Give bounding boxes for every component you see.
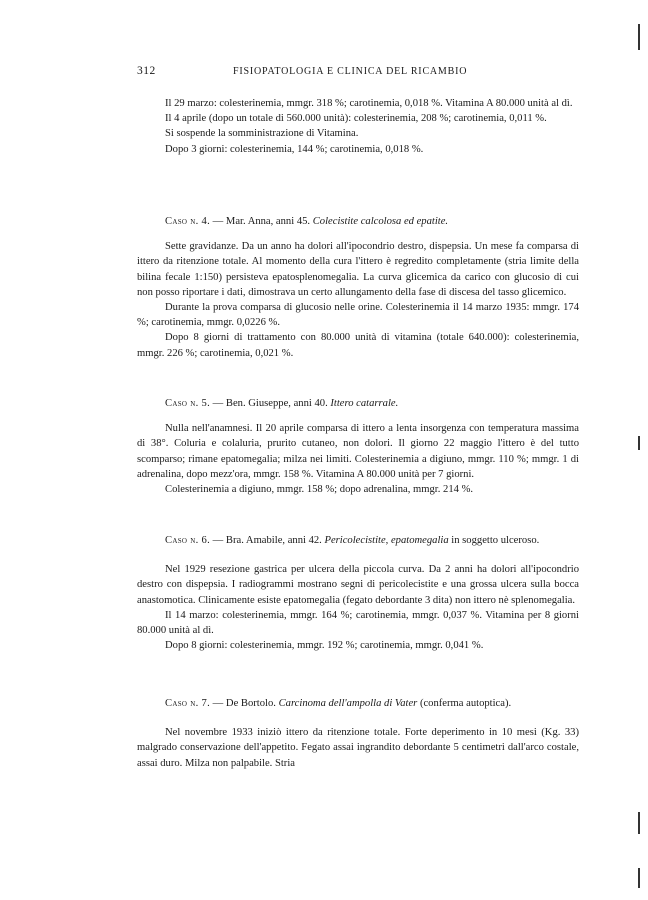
- case-label: Caso n. 4.: [165, 216, 211, 227]
- case-heading: [137, 396, 579, 411]
- paragraph: Nel novembre 1933 iniziò ittero da ritenzione totale. Forte deperimento in 10 mesi (Kg. 33) malgrado conservazione dell'appetito. Fegato assai ingrandito debordante 5 centimetri dall'arco costale, assai duro. Milza non palpabile. Stria: [137, 727, 579, 769]
- case-patient: — Bra. Amabile, anni 42.: [212, 535, 322, 546]
- scan-edge-mark: [638, 812, 640, 834]
- case-7-section: [137, 696, 579, 771]
- paragraph: Dopo 3 giorni: colesterinemia, 144 %; carotinemia, 0,018 %.: [165, 143, 424, 155]
- case-heading: [137, 696, 579, 711]
- case-heading: [137, 533, 579, 548]
- case-4-section: [137, 214, 579, 361]
- paragraph: Sette gravidanze. Da un anno ha dolori all'ipocondrio destro, dispepsia. Un mese fa comparsa di ittero da ritenzione totale. Al momento della cura l'ittero è regredito completamente (stria limite della bilina fecale 1:150) persisteva epatosplenomegalia. La curva glicemica da carico con glucosio di cui non posso riportare i dati, dimostrava un certo allungamento della fase di discesa del tasso glicemico.: [137, 241, 579, 298]
- case-diagnosis-tail: in soggetto ulceroso.: [451, 535, 540, 546]
- case-heading: [137, 214, 579, 229]
- case-label: Caso n. 7.: [165, 698, 211, 709]
- running-title: FISIOPATOLOGIA E CLINICA DEL RICAMBIO: [233, 66, 468, 77]
- top-section: [137, 96, 579, 157]
- scan-edge-mark: [638, 436, 640, 450]
- case-diagnosis: Pericolecistite, epatomegalia: [324, 535, 449, 546]
- paragraph: Dopo 8 giorni di trattamento con 80.000 unità di vitamina (totale 640.000): colesterinemia, mmgr. 226 %; carotinemia, 0,021 %.: [137, 332, 579, 359]
- scan-edge-mark: [638, 24, 640, 50]
- case-patient: — De Bortolo.: [212, 698, 276, 709]
- case-diagnosis: Carcinoma dell'ampolla di Vater: [278, 698, 418, 709]
- case-patient: — Mar. Anna, anni 45.: [212, 216, 311, 227]
- paragraph: Il 14 marzo: colesterinemia, mmgr. 164 %; carotinemia, mmgr. 0,037 %. Vitamina per 8 giorni 80.000 unità al dì.: [137, 609, 579, 637]
- case-diagnosis: Colecistite calcolosa ed epatite.: [312, 216, 449, 227]
- paragraph: Si sospende la somministrazione di Vitamina.: [165, 128, 359, 140]
- paragraph: Durante la prova comparsa di glucosio nelle orine. Colesterinemia il 14 marzo 1935: mmgr. 174 %; carotinemia, mmgr. 0,0226 %.: [137, 302, 579, 329]
- paragraph: Il 4 aprile (dopo un totale di 560.000 unità): colesterinemia, 208 %; carotinemia, 0,011 %.: [165, 113, 547, 125]
- scan-edge-mark: [638, 868, 640, 888]
- paragraph: Nulla nell'anamnesi. Il 20 aprile comparsa di ittero a lenta insorgenza con temperatura massima di 38°. Coluria e colaluria, prurito cutaneo, non dolori. Il giorno 22 maggio l'ittero è del tutto scomparso; rimane epatomegalia; milza nei limiti. Colesterinemia a digiuno, mmgr. 110 %; mmgr. 1 di adrenalina, dopo mezz'ora, mmgr. 158 %. Vitamina A 80.000 unità per 7 giorni.: [137, 423, 579, 480]
- paragraph: Il 29 marzo: colesterinemia, mmgr. 318 %; carotinemia, 0,018 %. Vitamina A 80.000 unità al dì.: [165, 98, 573, 109]
- case-label: Caso n. 5.: [165, 398, 211, 409]
- page-number: 312: [137, 65, 156, 77]
- case-diagnosis-tail: (conferma autoptica).: [419, 698, 512, 709]
- case-5-section: [137, 396, 579, 497]
- page-header: [137, 64, 579, 80]
- case-6-section: [137, 533, 579, 653]
- paragraph: Dopo 8 giorni: colesterinemia, mmgr. 192 %; carotinemia, mmgr. 0,041 %.: [165, 640, 484, 652]
- case-diagnosis: Ittero catarrale.: [330, 398, 399, 409]
- paragraph: Colesterinemia a digiuno, mmgr. 158 %; dopo adrenalina, mmgr. 214 %.: [165, 484, 474, 496]
- paragraph: Nel 1929 resezione gastrica per ulcera della piccola curva. Da 2 anni ha dolori all'ipocondrio destro con dispepsia. I radiogrammi mostrano segni di pericolecistite e una grossa ulcera sulla bocca anastomotica. Clinicamente esiste epatomegalia (fegato debordante 3 dita) non ittero nè splenomegalia.: [137, 564, 579, 606]
- case-label: Caso n. 6.: [165, 535, 211, 546]
- case-patient: — Ben. Giuseppe, anni 40.: [212, 398, 328, 409]
